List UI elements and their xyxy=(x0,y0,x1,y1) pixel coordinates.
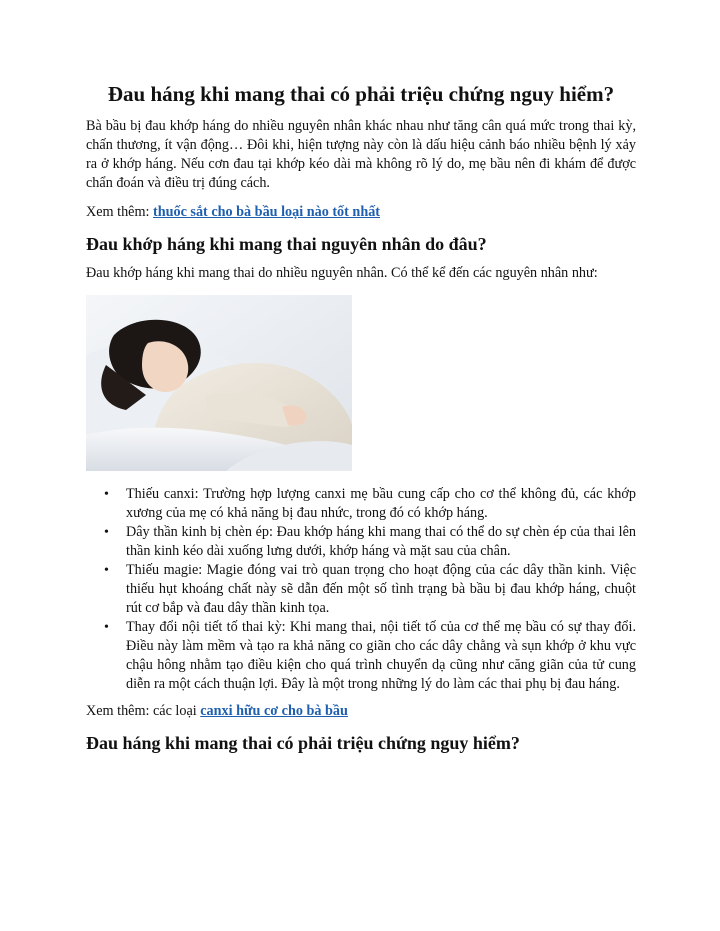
see-also-2-link[interactable]: canxi hữu cơ cho bà bầu xyxy=(200,703,348,719)
article-title: Đau háng khi mang thai có phải triệu chứng nguy hiểm? xyxy=(107,82,615,106)
section1-lead: Đau khớp háng khi mang thai do nhiều nguyên nhân. Có thể kể đến các nguyên nhân như: xyxy=(86,265,598,281)
list-item xyxy=(86,523,636,561)
list-item-text: Thay đổi nội tiết tố thai kỳ: Khi mang thai, nội tiết tố của cơ thể mẹ bầu có sự thay đổi. Điều này làm mềm và tạo ra khả năng co giãn cho các dây chằng và sụn khớp ở khu vực chậu hông nhằm tạo điều kiện cho quá trình chuyển dạ cũng như căng giãn của tử cung diễn ra một cách thuận lợi. Đây là một trong những lý do làm các thai phụ bị đau háng. xyxy=(126,619,636,692)
pregnant-woman-photo xyxy=(86,295,352,471)
bullet-icon: • xyxy=(104,620,109,635)
list-item xyxy=(86,561,636,618)
list-item-text: Thiếu magie: Magie đóng vai trò quan trọng cho hoạt động của các dây thần kinh. Việc thiếu hụt khoáng chất này sẽ dẫn đến một số tình trạng bà bầu bị đau khớp háng, chuột rút cơ bắp và đau dây thần kinh tọa. xyxy=(126,562,636,616)
section2-heading: Đau háng khi mang thai có phải triệu chứng nguy hiểm? xyxy=(86,733,520,753)
list-item xyxy=(86,485,636,523)
see-also-2 xyxy=(86,702,636,721)
section1-heading: Đau khớp háng khi mang thai nguyên nhân do đâu? xyxy=(86,234,487,254)
list-item-text: Thiếu canxi: Trường hợp lượng canxi mẹ bầu cung cấp cho cơ thể không đủ, các khớp xương của mẹ có khả năng bị đau nhức, trong đó có khớp háng. xyxy=(126,486,636,521)
see-also-1-prefix: Xem thêm: xyxy=(86,204,153,220)
list-item xyxy=(86,618,636,694)
bullet-icon: • xyxy=(104,525,109,540)
see-also-1 xyxy=(86,203,636,222)
list-item-text: Dây thần kinh bị chèn ép: Đau khớp háng khi mang thai có thể do sự chèn ép của thai lên thần kinh kéo dài xuống lưng dưới, khớp háng và mặt sau của chân. xyxy=(126,524,636,559)
bullet-icon: • xyxy=(104,563,109,578)
document-page xyxy=(86,80,636,763)
causes-list xyxy=(86,485,636,694)
intro-paragraph: Bà bầu bị đau khớp háng do nhiều nguyên nhân khác nhau như tăng cân quá mức trong thai kỳ, chấn thương, ít vận động… Đôi khi, hiện tượng này còn là dấu hiệu cảnh báo nhiều bệnh lý xảy ra ở khớp háng. Nếu cơn đau tại khớp kéo dài mà không rõ lý do, mẹ bầu nên đi khám để được chẩn đoán và điều trị đúng cách. xyxy=(86,118,636,191)
bullet-icon: • xyxy=(104,487,109,502)
see-also-1-link[interactable]: thuốc sắt cho bà bầu loại nào tốt nhất xyxy=(152,204,381,220)
photo-illustration xyxy=(86,295,352,471)
see-also-2-prefix: Xem thêm: các loại xyxy=(86,703,201,719)
